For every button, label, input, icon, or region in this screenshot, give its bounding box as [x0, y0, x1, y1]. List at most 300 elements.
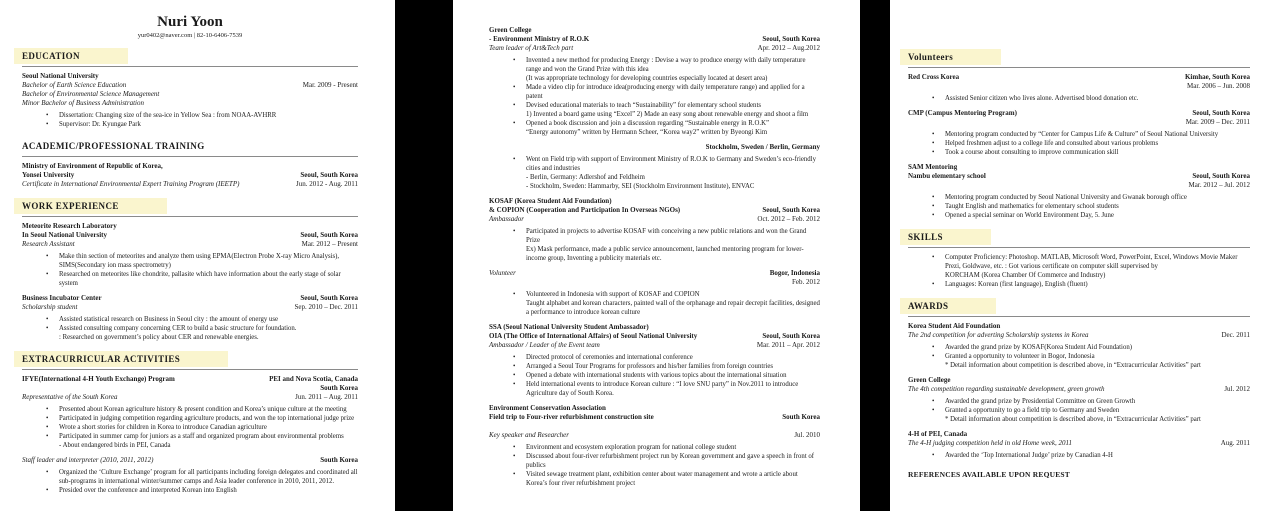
- bullet-line: Dissertation: Changing size of the sea-ice in Yellow Sea : from NOAA-AVHRR: [59, 112, 277, 119]
- entry-row: [908, 322, 1250, 331]
- entry-right-text: South Korea: [320, 384, 358, 392]
- bullet-item: [908, 94, 1250, 103]
- bullet-line: Participated in judging competition regarding agriculture products, and won the top international judge prize: [59, 415, 355, 422]
- bullet-text: [59, 432, 358, 450]
- bullet-marker: •: [513, 291, 516, 298]
- page-3-content: [908, 47, 1250, 479]
- bullet-marker: •: [932, 353, 935, 360]
- entry-right-text: Feb. 2012: [792, 278, 820, 286]
- bullet-line: 1) Invented a board game using “Excel” 2) Made an easy song about renewable energy and shoot a film: [526, 111, 809, 118]
- bullet-line: Opened a special seminar on World Environment Day, 5. June: [945, 212, 1114, 219]
- bullet-item: [489, 227, 820, 263]
- bullet-marker: •: [513, 120, 516, 127]
- bullet-text: [945, 193, 1250, 202]
- entry-right-text: Jun. 2012 - Aug. 2011: [296, 180, 358, 188]
- bullet-line: Opened a book discussion and join a discussion regarding “Sustainable energy in R.O.K”: [526, 120, 770, 127]
- bullet-text: [526, 452, 820, 470]
- bullet-marker: •: [932, 398, 935, 405]
- entry-row: [908, 331, 1250, 340]
- bullet-list: [489, 155, 820, 191]
- bullet-marker: •: [932, 452, 935, 459]
- bullet-text: [526, 101, 820, 119]
- bullet-item: [908, 253, 1250, 280]
- bullet-marker: •: [513, 363, 516, 370]
- entry-right-text: Kimhae, South Korea: [1184, 73, 1250, 81]
- bullet-item: [489, 452, 820, 470]
- bullet-line: Invented a new method for producing Energy : Devise a way to produce energy with daily temperature range and won the Grand Prize with this idea: [526, 57, 806, 73]
- entry-left-text: Meteorite Research Laboratory: [22, 222, 117, 230]
- entry-left-text: The 4-H judging competition held in old Home week, 2011: [908, 439, 1072, 447]
- bullet-item: [22, 405, 358, 414]
- bullet-marker: •: [46, 253, 49, 260]
- entry-left-text: Key speaker and Researcher: [489, 431, 570, 439]
- bullet-item: [489, 371, 820, 380]
- section-heading: [22, 46, 358, 67]
- section-heading: [22, 136, 358, 157]
- bullet-marker: •: [513, 453, 516, 460]
- entry-right-text: Seoul, South Korea: [762, 35, 820, 43]
- bullet-marker: •: [932, 149, 935, 156]
- entry-right-text: Mar. 2012 – Present: [301, 240, 358, 248]
- bullet-text: [945, 280, 1250, 289]
- bullet-item: [22, 414, 358, 423]
- resume-page-2: [453, 0, 860, 511]
- entry-row: [489, 332, 820, 341]
- bullet-text: [526, 227, 820, 263]
- entry-left-text: Green College: [489, 26, 532, 34]
- bullet-list: [489, 443, 820, 488]
- entry-right-text: Jul. 2010: [794, 431, 820, 439]
- entry: [22, 456, 358, 465]
- bullet-text: [526, 470, 820, 488]
- entry: [908, 430, 1250, 448]
- bullet-item: [22, 111, 358, 120]
- bullet-marker: •: [46, 316, 49, 323]
- bullet-item: [489, 119, 820, 137]
- page-separator: [395, 0, 453, 511]
- bullet-text: [945, 406, 1250, 424]
- bullet-marker: •: [932, 203, 935, 210]
- bullet-text: [526, 155, 820, 191]
- page-2-content: [489, 26, 820, 488]
- bullet-list: [22, 252, 358, 288]
- page-separator: [860, 0, 890, 511]
- entry-right-text: Seoul, South Korea: [300, 231, 358, 239]
- bullet-text: [945, 253, 1250, 280]
- entry-left-text: OIA (The Office of International Affairs) of Seoul National University: [489, 332, 698, 340]
- entry-row: [908, 163, 1250, 172]
- entry: [489, 26, 820, 53]
- bullet-text: [59, 252, 358, 270]
- bullet-text: [945, 343, 1250, 352]
- entry-row: [22, 303, 358, 312]
- bullet-item: [908, 451, 1250, 460]
- entry-left-text: Korea Student Aid Foundation: [908, 322, 1001, 330]
- entry-left-text: Research Assistant: [22, 240, 75, 248]
- entry-right-text: Seoul, South Korea: [762, 206, 820, 214]
- entry-right-text: Seoul, South Korea: [762, 332, 820, 340]
- bullet-marker: •: [513, 156, 516, 163]
- bullet-line: - Berlin, Germany: Adlershof and Feldheim: [526, 174, 645, 181]
- entry-left-text: Environment Conservation Association: [489, 404, 606, 412]
- entry: [22, 222, 358, 249]
- section-heading: [22, 196, 358, 217]
- bullet-line: Directed protocol of ceremonies and international conference: [526, 354, 693, 361]
- entry-row: [22, 384, 358, 393]
- bullet-item: [22, 486, 358, 495]
- entry-row: [22, 240, 358, 249]
- bullet-item: [489, 470, 820, 488]
- resume-page-1: [0, 0, 395, 511]
- bullet-marker: •: [513, 354, 516, 361]
- bullet-list: [489, 290, 820, 317]
- entry-row: [22, 180, 358, 189]
- entry-row: [489, 431, 820, 440]
- entry-row: [489, 215, 820, 224]
- entry-right-text: Bogor, Indonesia: [769, 269, 820, 277]
- bullet-marker: •: [932, 212, 935, 219]
- bullet-marker: •: [932, 95, 935, 102]
- bullet-marker: •: [513, 102, 516, 109]
- entry-row: [489, 413, 820, 422]
- section-heading: [908, 227, 1250, 248]
- entry: [908, 376, 1250, 394]
- entry-left-text: The 2nd competition for adverting Scholarship systems in Korea: [908, 331, 1089, 339]
- bullet-line: : Researched on government’s policy about CER and renewable energies.: [59, 334, 259, 341]
- bullet-item: [489, 155, 820, 191]
- entry-row: [22, 72, 358, 81]
- bullet-marker: •: [513, 228, 516, 235]
- bullet-list: [908, 130, 1250, 157]
- bullet-text: [59, 315, 358, 324]
- entry-row: [22, 222, 358, 231]
- entry-row: [489, 44, 820, 53]
- entry-left-text: Business Incubator Center: [22, 294, 102, 302]
- entry-row: [22, 375, 358, 384]
- bullet-line: Granted a opportunity to volunteer in Bogor, Indonesia: [945, 353, 1095, 360]
- bullet-text: [526, 371, 820, 380]
- entry-left-text: SSA (Seoul National University Student Ambassador): [489, 323, 649, 331]
- bullet-line: Devised educational materials to teach “Sustainability” for elementary school students: [526, 102, 761, 109]
- entry-right-text: Jul. 2012: [1224, 385, 1250, 393]
- entry: [908, 163, 1250, 190]
- bullet-item: [489, 380, 820, 398]
- bullet-line: Awarded the grand prize by Presidential Committee on Green Growth: [945, 398, 1136, 405]
- section-heading-label: ACADEMIC/PROFESSIONAL TRAINING: [22, 141, 205, 151]
- bullet-line: Granted a opportunity to go a field trip to Germany and Sweden: [945, 407, 1120, 414]
- entry: [22, 294, 358, 312]
- bullet-text: [945, 352, 1250, 370]
- bullet-item: [489, 56, 820, 83]
- entry-left-text: Staff leader and interpreter (2010, 2011, 2012): [22, 456, 154, 464]
- bullet-line: Environment and ecosystem exploration program for national college student: [526, 444, 737, 451]
- entry-right-text: Jun. 2011 – Aug. 2011: [295, 393, 358, 401]
- bullet-line: Ex) Mask performance, made a public service announcement, launched mentoring program for lower-income group, Inventing a publicity materials etc.: [526, 246, 804, 262]
- bullet-item: [489, 83, 820, 101]
- entry-left-text: SAM Mentoring: [908, 163, 958, 171]
- bullet-line: Assisted consulting company concerning CER to build a basic structure for foundation.: [59, 325, 297, 332]
- entry-left-text: Ambassador / Leader of the Event team: [489, 341, 600, 349]
- bullet-line: * Detail information about competition is described above, in “Extracurricular Activities” part: [945, 416, 1201, 423]
- bullet-marker: •: [46, 487, 49, 494]
- entry: [908, 322, 1250, 340]
- bullet-list: [22, 315, 358, 342]
- entry: [489, 323, 820, 350]
- bullet-text: [945, 139, 1250, 148]
- bullet-text: [526, 353, 820, 362]
- entry-left-text: The 4th competition regarding sustainable development, green growth: [908, 385, 1105, 393]
- bullet-item: [22, 270, 358, 288]
- entry-left-text: KOSAF (Korea Student Aid Foundation): [489, 197, 612, 205]
- entry-right-text: South Korea: [782, 413, 820, 421]
- entry-right-text: Mar. 2006 – Jun. 2008: [1187, 82, 1250, 90]
- bullet-list: [908, 343, 1250, 370]
- entry-row: [908, 385, 1250, 394]
- bullet-text: [945, 202, 1250, 211]
- entry-left-text: Volunteer: [489, 269, 516, 277]
- entry-row: [489, 422, 820, 431]
- bullet-line: Awarded the ‘Top International Judge’ prize by Canadian 4-H: [945, 452, 1113, 459]
- bullet-line: Took a course about consulting to improve communication skill: [945, 149, 1119, 156]
- bullet-marker: •: [46, 406, 49, 413]
- bullet-line: Taught English and mathematics for elementary school students: [945, 203, 1119, 210]
- bullet-list: [489, 227, 820, 263]
- entry-left-text: Green College: [908, 376, 951, 384]
- bullet-text: [59, 468, 358, 486]
- entry-left-text: In Seoul National University: [22, 231, 107, 239]
- bullet-text: [59, 405, 358, 414]
- bullet-list: [22, 468, 358, 495]
- entry-row: [489, 323, 820, 332]
- bullet-text: [59, 414, 358, 423]
- bullet-item: [908, 352, 1250, 370]
- entry-row: [908, 109, 1250, 118]
- bullet-text: [945, 148, 1250, 157]
- bullet-item: [22, 324, 358, 342]
- entry-left-text: Minor Bachelor of Business Administration: [22, 99, 144, 107]
- bullet-line: * Detail information about competition is described above, in “Extracurricular Activities” part: [945, 362, 1201, 369]
- bullet-line: Languages: Korean (first language), English (fluent): [945, 281, 1088, 288]
- entry-right-text: Mar. 2009 – Dec. 2011: [1185, 118, 1250, 126]
- entry: [908, 109, 1250, 127]
- bullet-item: [908, 202, 1250, 211]
- bullet-text: [59, 486, 358, 495]
- bullet-item: [908, 397, 1250, 406]
- bullet-line: Visited sewage treatment plant, exhibition center about water management and wrote a article about Korea’s four river refurbishment project: [526, 471, 798, 487]
- entry-left-text: Field trip to Four-river refurbishment construction site: [489, 413, 654, 421]
- entry-row: [22, 90, 358, 99]
- bullet-list: [908, 397, 1250, 424]
- page-1-content: [22, 46, 358, 495]
- entry: [22, 375, 358, 402]
- bullet-marker: •: [932, 281, 935, 288]
- bullet-marker: •: [513, 57, 516, 64]
- entry-row: [489, 206, 820, 215]
- bullet-list: [908, 94, 1250, 103]
- bullet-line: - Stockholm, Sweden: Hammarby, SEI (Stockholm Environment Institute), ENVAC: [526, 183, 755, 190]
- entry-row: [908, 82, 1250, 91]
- bullet-line: (It was appropriate technology for developing countries especially located at desert area): [526, 75, 768, 82]
- entry-row: [908, 430, 1250, 439]
- entry-row: [22, 456, 358, 465]
- entry: [489, 143, 820, 152]
- bullet-text: [945, 130, 1250, 139]
- bullet-item: [22, 315, 358, 324]
- bullet-item: [908, 148, 1250, 157]
- bullet-line: Presented about Korean agriculture history & present condition and Korea’s unique culture at the meeting: [59, 406, 347, 413]
- entry-right-text: Aug. 2011: [1220, 439, 1250, 447]
- bullet-item: [489, 443, 820, 452]
- section-heading: [908, 47, 1250, 68]
- bullet-line: Wrote a short stories for children in Korea to introduce Canadian agriculture: [59, 424, 267, 431]
- section-heading-label: AWARDS: [900, 298, 996, 314]
- bullet-marker: •: [513, 381, 516, 388]
- bullet-line: Went on Field trip with support of Environment Ministry of R.O.K to Germany and Sweden’s eco-friendly cities and industries: [526, 156, 816, 172]
- entry-row: [908, 439, 1250, 448]
- entry-row: [908, 172, 1250, 181]
- bullet-line: Helped freshmen adjust to a college life and consulted about various problems: [945, 140, 1159, 147]
- entry-left-text: Ambassador: [489, 215, 525, 223]
- resume-name: Nuri Yoon: [157, 14, 223, 30]
- resume-contact: yur0402@naver.com | 82-10-6406-7539: [137, 32, 243, 39]
- bullet-marker: •: [932, 194, 935, 201]
- bullet-text: [526, 119, 820, 137]
- bullet-line: Opened a debate with international students with various topics about the international situation: [526, 372, 787, 379]
- bullet-line: Held international events to introduce Korean culture : “I love SNU party” in Nov.2011 to introduce Agriculture day of South Korea.: [526, 381, 799, 397]
- section-heading: [908, 296, 1250, 317]
- bullet-text: [945, 94, 1250, 103]
- bullet-marker: •: [513, 444, 516, 451]
- bullet-text: [526, 56, 820, 83]
- bullet-line: Supervisor: Dr. Kyungae Park: [59, 121, 141, 128]
- bullet-list: [489, 353, 820, 398]
- bullet-marker: •: [46, 271, 49, 278]
- section-heading-label: EXTRACURRICULAR ACTIVITIES: [14, 351, 228, 367]
- entry-right-text: Mar. 2009 - Present: [302, 81, 358, 89]
- entry-row: [489, 269, 820, 278]
- entry-right-text: Apr. 2012 – Aug.2012: [757, 44, 820, 52]
- bullet-item: [908, 406, 1250, 424]
- bullet-line: Discussed about four-river refurbishment project run by Korean government and gave a speech in front of publics: [526, 453, 815, 469]
- entry-right-text: Dec. 2011: [1221, 331, 1250, 339]
- bullet-text: [59, 423, 358, 432]
- entry-row: [22, 294, 358, 303]
- bullet-line: Assisted statistical research on Business in Seoul city : the amount of energy use: [59, 316, 279, 323]
- entry-row: [908, 118, 1250, 127]
- bullet-item: [908, 343, 1250, 352]
- entry-row: [908, 73, 1250, 82]
- entry: [22, 72, 358, 108]
- entry-left-text: Bachelor of Environmental Science Management: [22, 90, 160, 98]
- entry: [489, 197, 820, 224]
- entry-left-text: IFYE(International 4-H Youth Exchange) Program: [22, 375, 175, 383]
- entry-right-text: Seoul, South Korea: [1192, 109, 1250, 117]
- bullet-line: Presided over the conference and interpreted Korean into English: [59, 487, 237, 494]
- bullet-item: [489, 362, 820, 371]
- entry-left-text: Ministry of Environment of Republic of Korea,: [22, 162, 163, 170]
- bullet-item: [908, 280, 1250, 289]
- entry-row: [22, 99, 358, 108]
- section-heading-label: SKILLS: [900, 229, 991, 245]
- entry-right-text: Oct. 2012 – Feb. 2012: [757, 215, 820, 223]
- section-heading-label: WORK EXPERIENCE: [14, 198, 167, 214]
- bullet-text: [945, 451, 1250, 460]
- section-heading: [22, 349, 358, 370]
- entry-left-text: Red Cross Korea: [908, 73, 960, 81]
- bullet-item: [908, 130, 1250, 139]
- bullet-line: Awarded the grand prize by KOSAF(Korea Student Aid Foundation): [945, 344, 1133, 351]
- bullet-marker: •: [513, 84, 516, 91]
- bullet-line: Mentoring program conducted by “Center for Campus Life & Culture” of Seoul National University: [945, 131, 1219, 138]
- bullet-item: [22, 120, 358, 129]
- bullet-marker: •: [932, 140, 935, 147]
- bullet-line: Volunteered in Indonesia with support of KOSAF and COPION: [526, 291, 700, 298]
- bullet-line: Organized the ‘Culture Exchange’ program for all participants including foreign delegates and coordinated all sub-programs in international winter/summer camps and Asia leader conference in 2010, 2011, 2012.: [59, 469, 358, 485]
- bullet-list: [22, 111, 358, 129]
- entry-row: [22, 231, 358, 240]
- entry-right-text: Mar. 2011 – Apr. 2012: [756, 341, 820, 349]
- bullet-list: [22, 405, 358, 450]
- entry-left-text: Scholarship student: [22, 303, 78, 311]
- entry-left-text: Seoul National University: [22, 72, 99, 80]
- entry: [489, 269, 820, 287]
- bullet-line: Prezi, Goldwave, etc. : Got various certificate on computer skill supervised by: [945, 263, 1158, 270]
- bullet-marker: •: [46, 112, 49, 119]
- bullet-marker: •: [46, 121, 49, 128]
- bullet-line: Mentoring program conducted by Seoul National University and Gwanak borough office: [945, 194, 1187, 201]
- bullet-text: [526, 83, 820, 101]
- bullet-text: [59, 270, 358, 288]
- bullet-line: Make thin section of meteorites and analyze them using EPMA(Electron Probe X-ray Micro Analysis), SIMS(Secondary ion mass spectrometry): [59, 253, 340, 269]
- bullet-item: [489, 101, 820, 119]
- entry-right-text: PEI and Nova Scotia, Canada: [269, 375, 358, 383]
- entry-row: [489, 278, 820, 287]
- section-heading-label: EDUCATION: [14, 48, 128, 64]
- entry-row: [489, 404, 820, 413]
- bullet-item: [489, 290, 820, 317]
- entry-right-text: Mar. 2012 – Jul. 2012: [1188, 181, 1250, 189]
- bullet-marker: •: [46, 325, 49, 332]
- entry-right-text: Seoul, South Korea: [1192, 172, 1250, 180]
- entry-row: [22, 393, 358, 402]
- bullet-item: [22, 423, 358, 432]
- bullet-text: [526, 290, 820, 317]
- bullet-line: Taught alphabet and korean characters, painted wall of the orphanage and repair decrepit facilities, designed a performance to introduce korean culture: [526, 300, 820, 316]
- bullet-marker: •: [932, 131, 935, 138]
- bullet-line: Assisted Senior citizen who lives alone. Advertised blood donation etc.: [945, 95, 1139, 102]
- entry-row: [22, 171, 358, 180]
- entry-row: [489, 26, 820, 35]
- bullet-text: [526, 362, 820, 371]
- bullet-line: - About endangered birds in PEI, Canada: [59, 442, 171, 449]
- bullet-text: [59, 111, 358, 120]
- section-heading-label: Volunteers: [900, 49, 1001, 65]
- entry-row: [22, 162, 358, 171]
- bullet-marker: •: [513, 471, 516, 478]
- entry: [908, 73, 1250, 91]
- bullet-line: Computer Proficiency: Photoshop. MATLAB, Microsoft Word, PowerPoint, Excel, Windows Movie Maker: [945, 254, 1238, 261]
- bullet-text: [59, 324, 358, 342]
- bullet-list: [908, 253, 1250, 289]
- bullet-text: [59, 120, 358, 129]
- entry-row: [489, 143, 820, 152]
- entry-row: [489, 35, 820, 44]
- entry-row: [908, 376, 1250, 385]
- bullet-line: Researched on meteorites like chondrite, pallasite which have information about the early stage of solar system: [59, 271, 341, 287]
- bullet-item: [908, 139, 1250, 148]
- references-note: REFERENCES AVAILABLE UPON REQUEST: [908, 470, 1070, 479]
- entry-left-text: & COPION (Cooperation and Participation In Overseas NGOs): [489, 206, 681, 214]
